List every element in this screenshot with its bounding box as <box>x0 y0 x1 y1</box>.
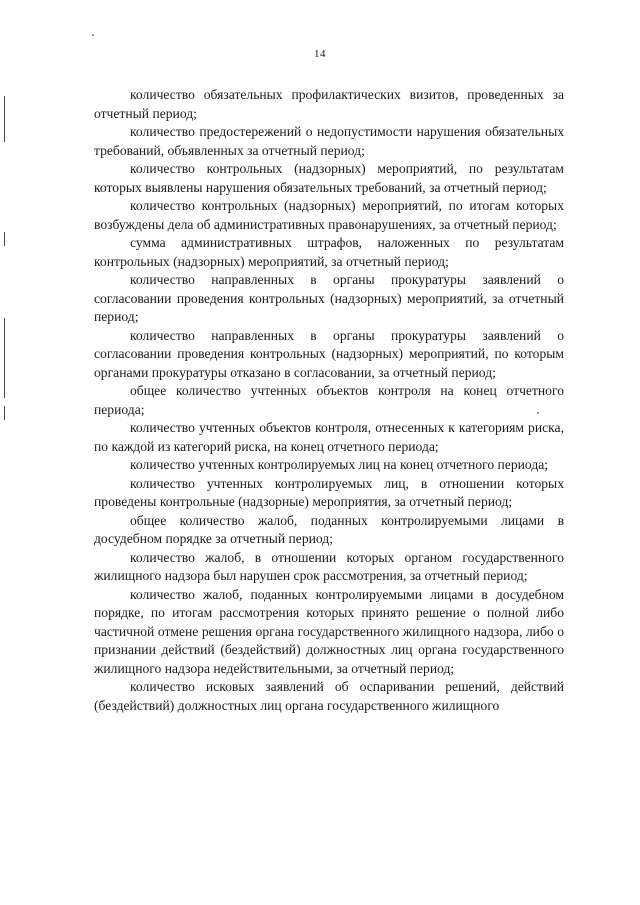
page-number: 14 <box>314 48 326 60</box>
list-item-paragraph: общее количество жалоб, поданных контролируемыми лицами в досудебном порядке за отчетный период; <box>94 512 564 546</box>
list-item-paragraph: количество контрольных (надзорных) мероприятий, по итогам которых возбуждены дела об административных правонарушениях, за отчетный период; <box>94 198 564 232</box>
list-item-paragraph: количество направленных в органы прокуратуры заявлений о согласовании проведения контрольных (надзорных) мероприятий, по которым органами прокуратуры отказано в согласовании, за отчетный период; <box>94 327 564 380</box>
list-item-paragraph: количество исковых заявлений об оспаривании решений, действий (бездействий) должностных лиц органа государственного жилищного <box>94 679 564 713</box>
list-item-paragraph: количество жалоб, в отношении которых органом государственного жилищного надзора был нарушен срок рассмотрения, за отчетный период; <box>94 549 564 583</box>
list-item-paragraph: количество контрольных (надзорных) мероприятий, по результатам которых выявлены нарушения обязательных требований, за отчетный период; <box>94 161 564 195</box>
scan-margin-mark <box>4 406 5 420</box>
list-item-paragraph: сумма административных штрафов, наложенных по результатам контрольных (надзорных) мероприятий, за отчетный период; <box>94 235 564 269</box>
list-item-paragraph: количество жалоб, поданных контролируемыми лицами в досудебном порядке, по итогам рассмотрения которых принято решение о полной либо частичной отмене решения органа государственного жилищного надзора, либо о признании действий (бездействий) должностных лиц органа государственного жилищного надзора недействительными, за отчетный период; <box>94 586 564 676</box>
list-item-paragraph: количество обязательных профилактических визитов, проведенных за отчетный период; <box>94 87 564 121</box>
list-item-paragraph: общее количество учтенных объектов контроля на конец отчетного периода; <box>94 383 564 417</box>
scan-speck <box>92 34 94 36</box>
document-body <box>94 86 564 715</box>
scan-margin-mark <box>4 318 5 398</box>
list-item-paragraph: количество учтенных объектов контроля, отнесенных к категориям риска, по каждой из категорий риска, на конец отчетного периода; <box>94 420 564 454</box>
list-item-paragraph: количество предостережений о недопустимости нарушения обязательных требований, объявленных за отчетный период; <box>94 124 564 158</box>
scan-margin-mark <box>4 96 5 142</box>
list-item-paragraph: количество учтенных контролируемых лиц на конец отчетного периода; <box>130 457 549 472</box>
list-item-paragraph: количество учтенных контролируемых лиц, в отношении которых проведены контрольные (надзорные) мероприятия, за отчетный период; <box>94 475 564 509</box>
list-item-paragraph: количество направленных в органы прокуратуры заявлений о согласовании проведения контрольных (надзорных) мероприятий, за отчетный период; <box>94 272 564 324</box>
scan-margin-mark <box>4 232 5 246</box>
